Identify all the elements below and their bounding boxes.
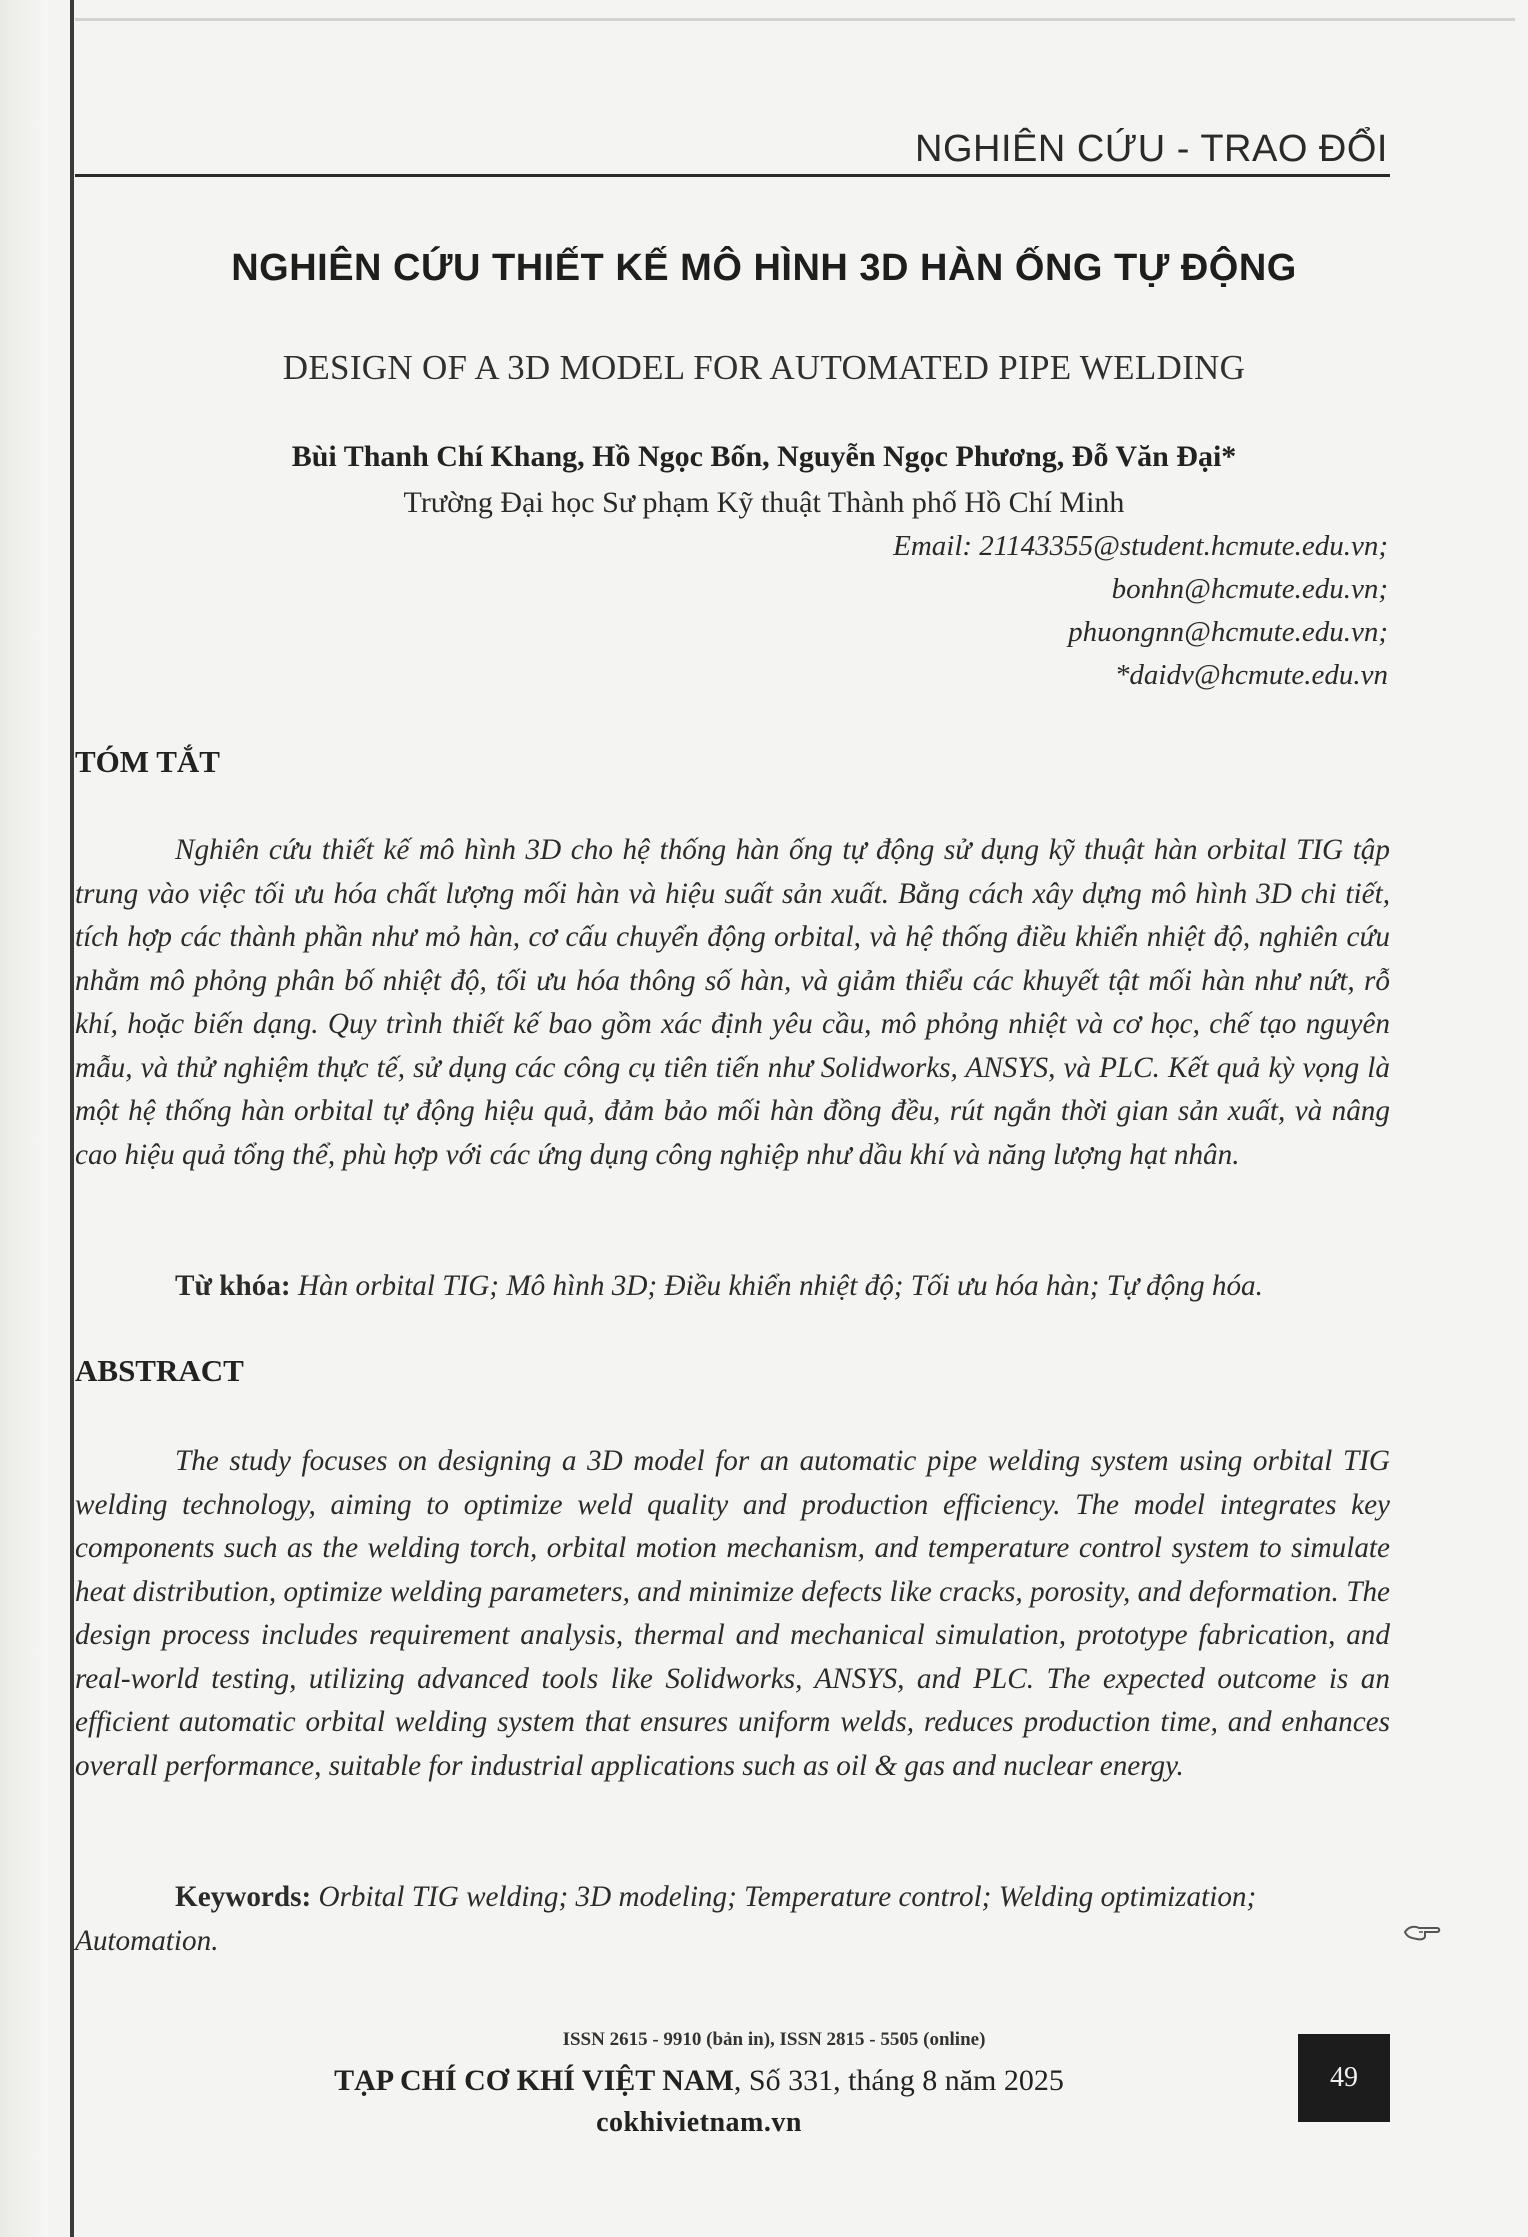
keywords-text: Orbital TIG welding; 3D modeling; Temperature control; Welding optimization; Automation. [75, 1881, 1257, 1957]
section-header: NGHIÊN CỨU - TRAO ĐỔI [915, 128, 1388, 170]
page-number: 49 [1298, 2034, 1390, 2122]
header-rule [75, 174, 1390, 177]
page-edge-shadow [0, 0, 48, 2237]
email-line: Email: 21143355@student.hcmute.edu.vn; [893, 530, 1388, 562]
keywords-label: Từ khóa: [175, 1270, 291, 1302]
author-affiliation: Trường Đại học Sư phạm Kỹ thuật Thành phố Hồ Chí Minh [403, 486, 1125, 519]
keywords-text: Hàn orbital TIG; Mô hình 3D; Điều khiển nhiệt độ; Tối ưu hóa hàn; Tự động hóa. [297, 1270, 1263, 1302]
keywords-english [75, 1876, 1390, 1963]
top-rule [75, 18, 1515, 21]
binding-line [70, 0, 74, 2237]
email-line: phuongnn@hcmute.edu.vn; [1068, 616, 1388, 648]
pointing-hand-icon [1403, 1918, 1441, 1942]
author-list: Bùi Thanh Chí Khang, Hồ Ngọc Bốn, Nguyễn Ngọc Phương, Đỗ Văn Đại* [291, 440, 1237, 473]
article-title-vietnamese: NGHIÊN CỨU THIẾT KẾ MÔ HÌNH 3D HÀN ỐNG TỰ ĐỘNG [231, 247, 1297, 289]
abstract-heading: ABSTRACT [75, 1353, 244, 1388]
keywords-label: Keywords: [175, 1881, 312, 1913]
journal-website: cokhivietnam.vn [596, 2107, 802, 2138]
summary-heading: TÓM TẮT [75, 744, 220, 779]
abstract-paragraph: The study focuses on designing a 3D model for an automatic pipe welding system using orbital TIG welding technology, aiming to optimize weld quality and production efficiency. The model integrates key components such as the welding torch, orbital motion mechanism, and temperature control system to simulate heat distribution, optimize welding parameters, and minimize defects like cracks, porosity, and deformation. The design process includes requirement analysis, thermal and mechanical simulation, prototype fabrication, and real-world testing, utilizing advanced tools like Solidworks, ANSYS, and PLC. The expected outcome is an efficient automatic orbital welding system that ensures uniform welds, reduces production time, and enhances overall performance, suitable for industrial applications such as oil & gas and nuclear energy. [75, 1445, 1390, 1782]
keywords-vietnamese [75, 1265, 1390, 1309]
issn-line: ISSN 2615 - 9910 (bản in), ISSN 2815 - 5505 (online) [562, 2029, 986, 2050]
article-title-english: DESIGN OF A 3D MODEL FOR AUTOMATED PIPE WELDING [282, 348, 1246, 387]
summary-paragraph: Nghiên cứu thiết kế mô hình 3D cho hệ thống hàn ống tự động sử dụng kỹ thuật hàn orbital TIG tập trung vào việc tối ưu hóa chất lượng mối hàn và hiệu suất sản xuất. Bằng cách xây dựng mô hình 3D chi tiết, tích hợp các thành phần như mỏ hàn, cơ cấu chuyển động orbital, và hệ thống điều khiển nhiệt độ, nghiên cứu nhằm mô phỏng phân bố nhiệt độ, tối ưu hóa thông số hàn, và giảm thiểu các khuyết tật mối hàn như nứt, rỗ khí, hoặc biến dạng. Quy trình thiết kế bao gồm xác định yêu cầu, mô phỏng nhiệt và cơ học, chế tạo nguyên mẫu, và thử nghiệm thực tế, sử dụng các công cụ tiên tiến như Solidworks, ANSYS, và PLC. Kết quả kỳ vọng là một hệ thống hàn orbital tự động hiệu quả, đảm bảo mối hàn đồng đều, rút ngắn thời gian sản xuất, và nâng cao hiệu quả tổng thể, phù hợp với các ứng dụng công nghiệp như dầu khí và năng lượng hạt nhân. [75, 834, 1390, 1171]
email-line: *daidv@hcmute.edu.vn [1114, 659, 1388, 691]
journal-name: TẠP CHÍ CƠ KHÍ VIỆT NAM [334, 2064, 734, 2097]
journal-issue: , Số 331, tháng 8 năm 2025 [733, 2064, 1064, 2097]
email-line: bonhn@hcmute.edu.vn; [1111, 573, 1388, 605]
